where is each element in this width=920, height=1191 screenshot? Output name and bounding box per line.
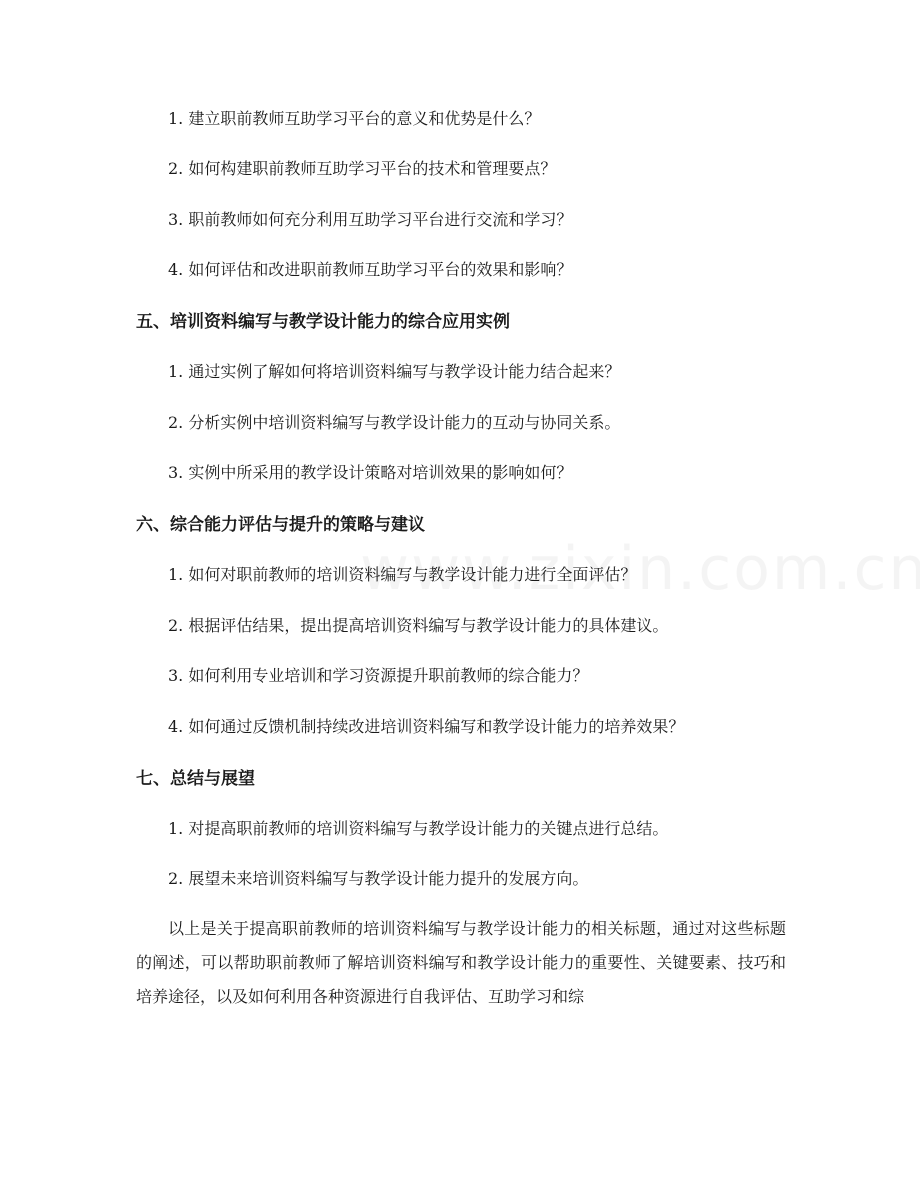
section6-heading: 六、综合能力评估与提升的策略与建议 (136, 515, 425, 535)
section4-item-2: 2. 如何构建职前教师互助学习平台的技术和管理要点？ (168, 159, 557, 178)
section4-item-1: 1. 建立职前教师互助学习平台的意义和优势是什么？ (168, 109, 541, 128)
section7-item-2: 2. 展望未来培训资料编写与教学设计能力提升的发展方向。 (168, 869, 589, 888)
section4-item-3: 3. 职前教师如何充分利用互助学习平台进行交流和学习？ (168, 210, 573, 229)
conclusion-paragraph: 以上是关于提高职前教师的培训资料编写与教学设计能力的相关标题，通过对这些标题的阐述，可以帮助职前教师了解培训资料编写和教学设计能力的重要性、关键要素、技巧和培养途径，以及如何利用各种资源进行自我评估、互助学习和综 (136, 919, 786, 1006)
section6-item-3: 3. 如何利用专业培训和学习资源提升职前教师的综合能力？ (168, 666, 589, 685)
section7-heading: 七、总结与展望 (136, 769, 255, 789)
section6-item-1: 1. 如何对职前教师的培训资料编写与教学设计能力进行全面评估？ (168, 565, 637, 584)
section6-item-2: 2. 根据评估结果，提出提高培训资料编写与教学设计能力的具体建议。 (168, 616, 669, 635)
section5-item-3: 3. 实例中所采用的教学设计策略对培训效果的影响如何？ (168, 463, 573, 482)
section5-heading: 五、培训资料编写与教学设计能力的综合应用实例 (136, 312, 510, 332)
section5-item-2: 2. 分析实例中培训资料编写与教学设计能力的互动与协同关系。 (168, 413, 621, 432)
section7-item-1: 1. 对提高职前教师的培训资料编写与教学设计能力的关键点进行总结。 (168, 819, 669, 838)
section4-item-4: 4. 如何评估和改进职前教师互助学习平台的效果和影响？ (168, 260, 573, 279)
section5-item-1: 1. 通过实例了解如何将培训资料编写与教学设计能力结合起来？ (168, 362, 621, 381)
section6-item-4: 4. 如何通过反馈机制持续改进培训资料编写和教学设计能力的培养效果？ (168, 717, 685, 736)
